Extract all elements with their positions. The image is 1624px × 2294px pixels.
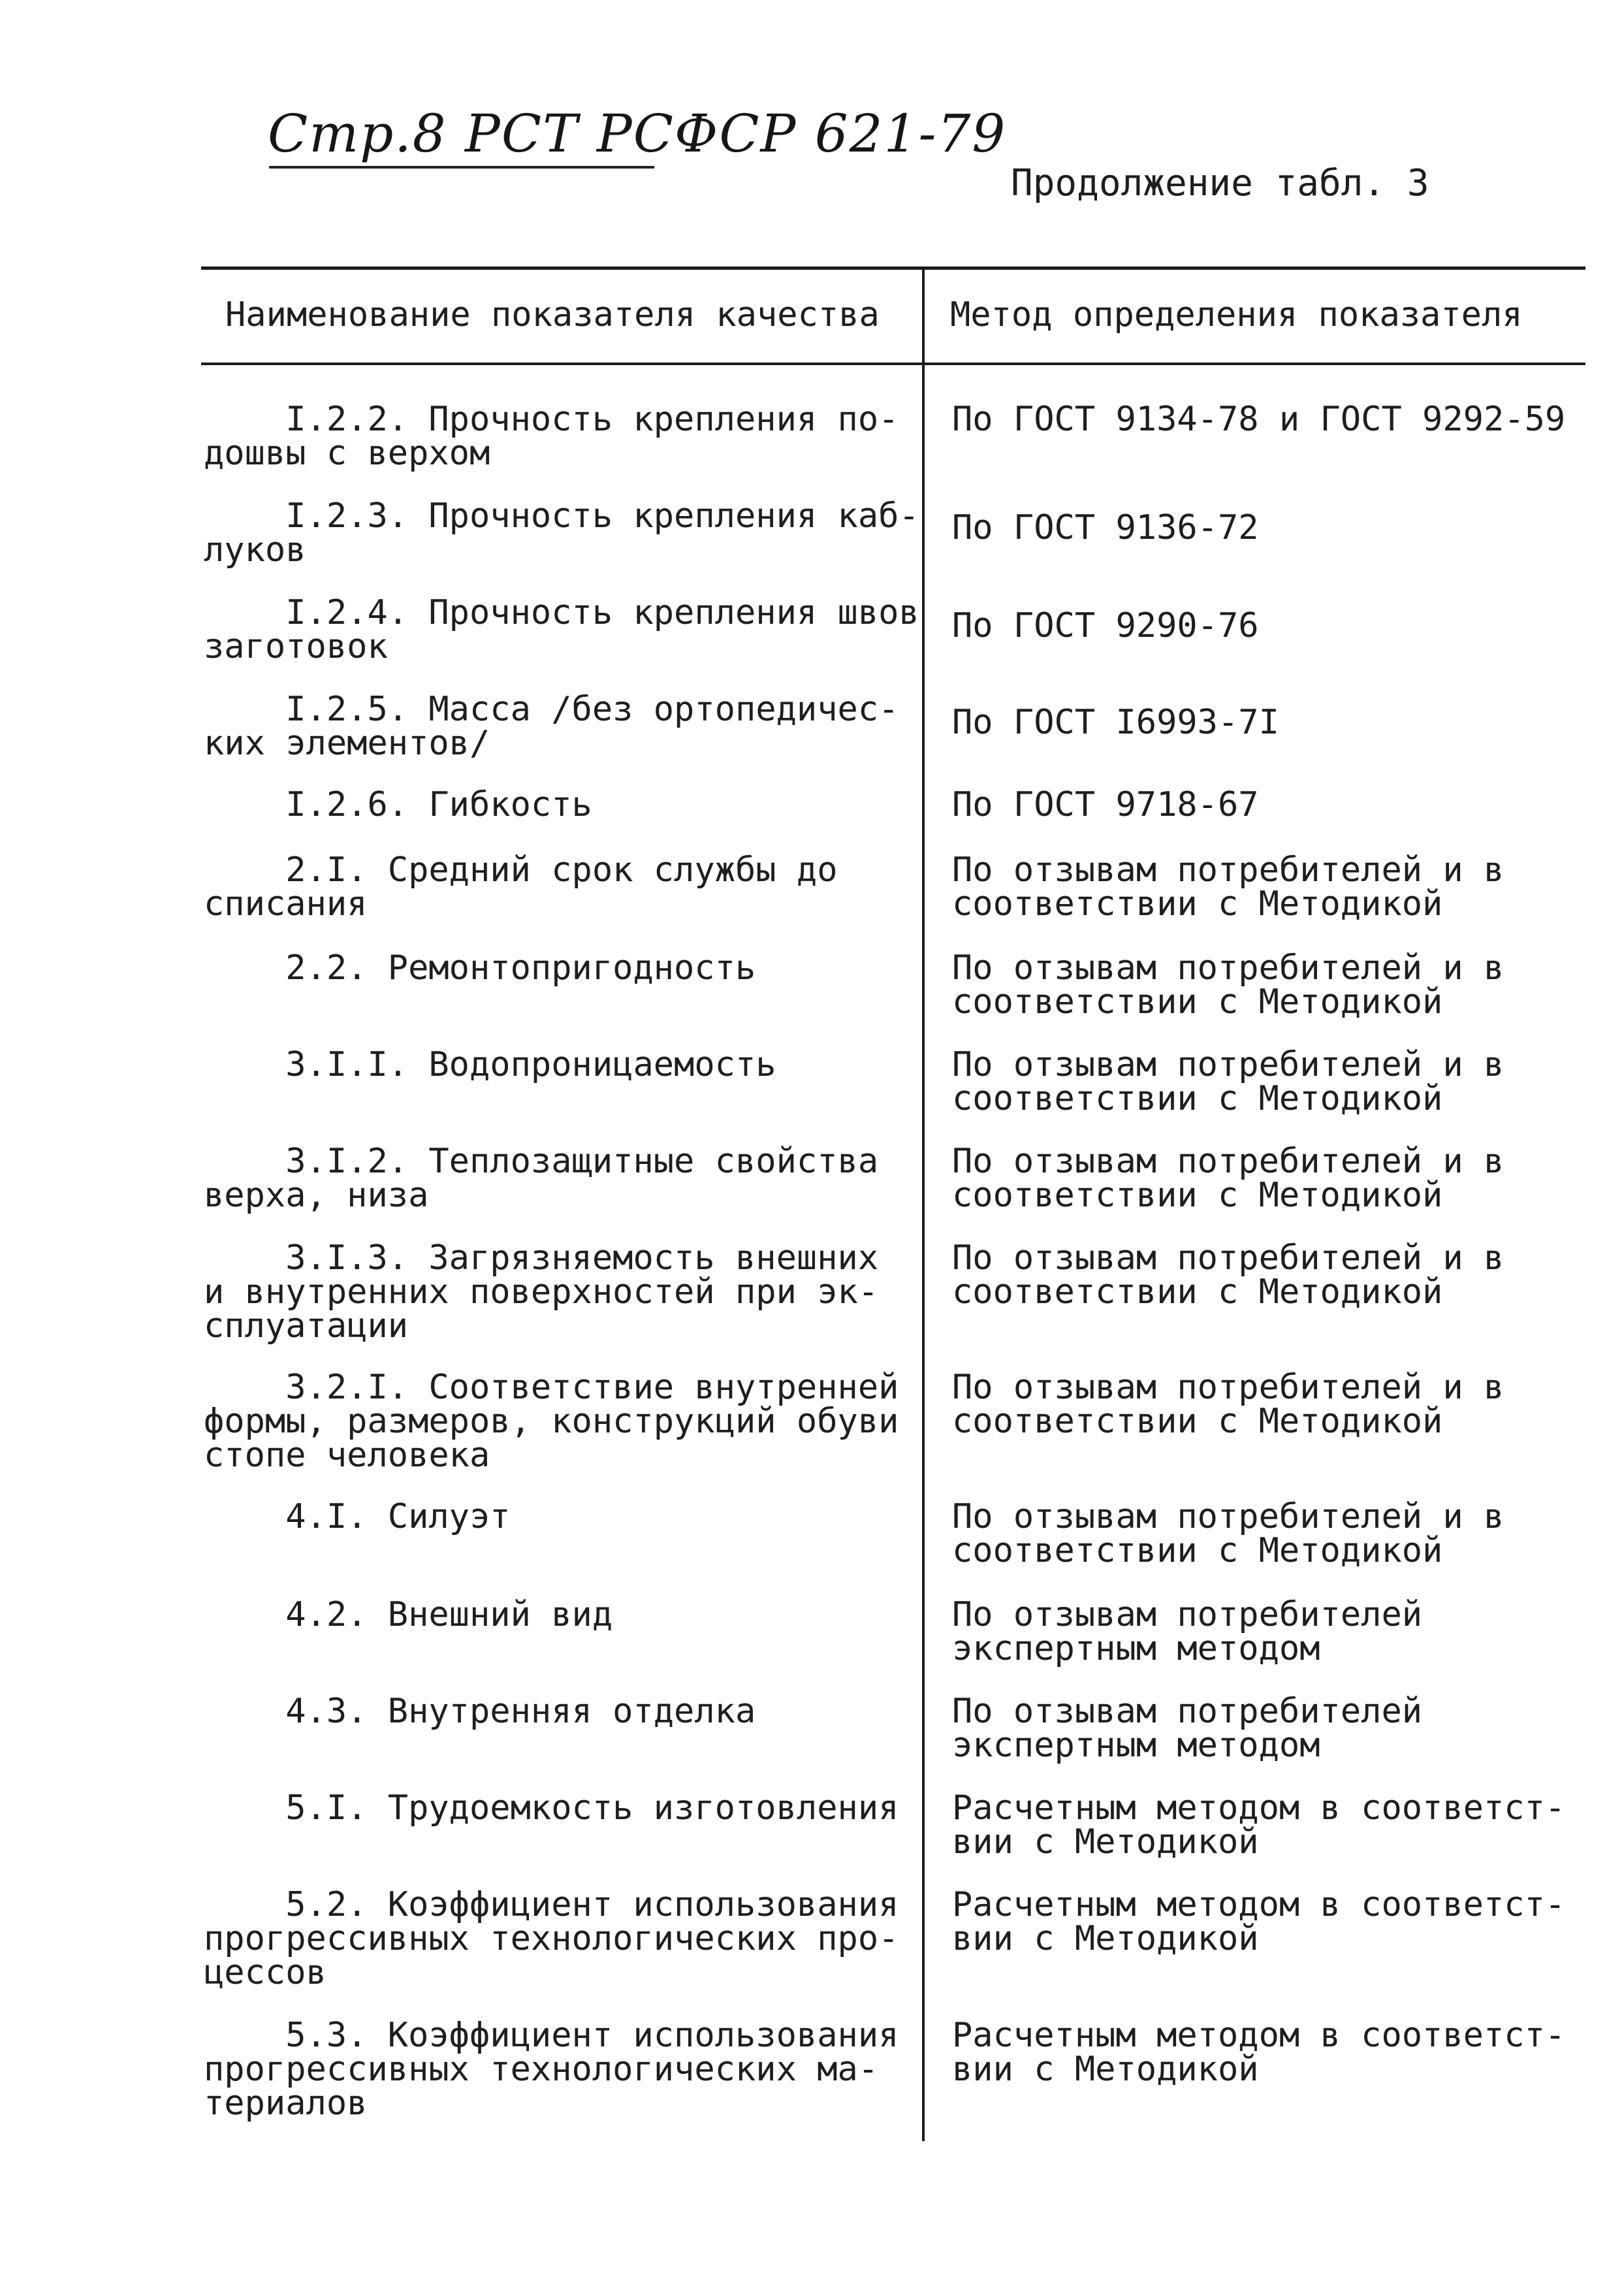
row-method: Расчетным методом в соответст- вии с Методикой xyxy=(952,1885,1566,1958)
row-method: По отзывам потребителей и в соответствии с Методикой xyxy=(952,850,1505,924)
row-method: Расчетным методом в соответст- вии с Методикой xyxy=(952,2016,1566,2089)
row-name: 2.I. Средний срок службы до списания xyxy=(204,850,838,924)
row-name: 3.I.3. Загрязняемость внешних и внутренних поверхностей при эк- сплуатации xyxy=(204,1238,879,1346)
column-header-method: Метод определения показателя xyxy=(950,295,1523,334)
column-header-indicator-name: Наименование показателя качества xyxy=(225,295,880,334)
row-method: По отзывам потребителей и в соответствии с Методикой xyxy=(952,1238,1505,1312)
row-method: По ГОСТ 9718-67 xyxy=(952,785,1259,824)
row-method: По отзывам потребителей и в соответствии с Методикой xyxy=(952,1368,1505,1441)
row-name: I.2.4. Прочность крепления швов заготовок xyxy=(204,593,919,666)
handwritten-page-header: Стр.8 РСТ РСФСР 621-79 xyxy=(268,103,1007,164)
row-name: I.2.3. Прочность крепления каб- луков xyxy=(204,496,919,570)
row-method: По отзывам потребителей и в соответствии с Методикой xyxy=(952,948,1505,1022)
row-name: 3.I.I. Водопроницаемость xyxy=(204,1045,776,1084)
row-name: 4.I. Силуэт xyxy=(204,1497,511,1536)
row-method: По отзывам потребителей и в соответствии с Методикой xyxy=(952,1045,1505,1118)
row-method: По отзывам потребителей экспертным методом xyxy=(952,1692,1423,1765)
row-method: По ГОСТ I6993-7I xyxy=(952,703,1279,742)
row-method: Расчетным методом в соответст- вии с Методикой xyxy=(952,1788,1566,1862)
row-method: По отзывам потребителей и в соответствии с Методикой xyxy=(952,1497,1505,1570)
table-header-rule xyxy=(201,363,1585,365)
row-name: I.2.2. Прочность крепления по- дошвы с верхом xyxy=(204,400,899,473)
row-name: 4.3. Внутренняя отделка xyxy=(204,1692,756,1731)
row-name: I.2.6. Гибкость xyxy=(204,785,592,824)
table-column-divider xyxy=(922,267,925,2141)
row-name: 5.2. Коэффициент использования прогрессивных технологических про- цессов xyxy=(204,1885,899,1992)
row-name: 5.3. Коэффициент использования прогрессивных технологических ма- териалов xyxy=(204,2016,899,2123)
table-continuation-label: Продолжение табл. 3 xyxy=(1011,162,1429,204)
row-name: 2.2. Ремонтопригодность xyxy=(204,948,756,988)
row-method: По ГОСТ 9134-78 и ГОСТ 9292-59 xyxy=(952,400,1566,439)
row-method: По ГОСТ 9136-72 xyxy=(952,508,1259,547)
header-underline xyxy=(269,166,654,169)
row-method: По отзывам потребителей и в соответствии с Методикой xyxy=(952,1142,1505,1215)
row-name: 5.I. Трудоемкость изготовления xyxy=(204,1788,899,1828)
row-name: 3.2.I. Соответствие внутренней формы, размеров, конструкций обуви стопе человека xyxy=(204,1368,899,1475)
row-method: По ГОСТ 9290-76 xyxy=(952,606,1259,645)
table-top-rule xyxy=(201,267,1585,270)
row-method: По отзывам потребителей экспертным методом xyxy=(952,1595,1423,1668)
row-name: 3.I.2. Теплозащитные свойства верха, низа xyxy=(204,1142,879,1215)
row-name: I.2.5. Масса /без ортопедичес- ких элементов/ xyxy=(204,690,899,763)
row-name: 4.2. Внешний вид xyxy=(204,1595,613,1634)
